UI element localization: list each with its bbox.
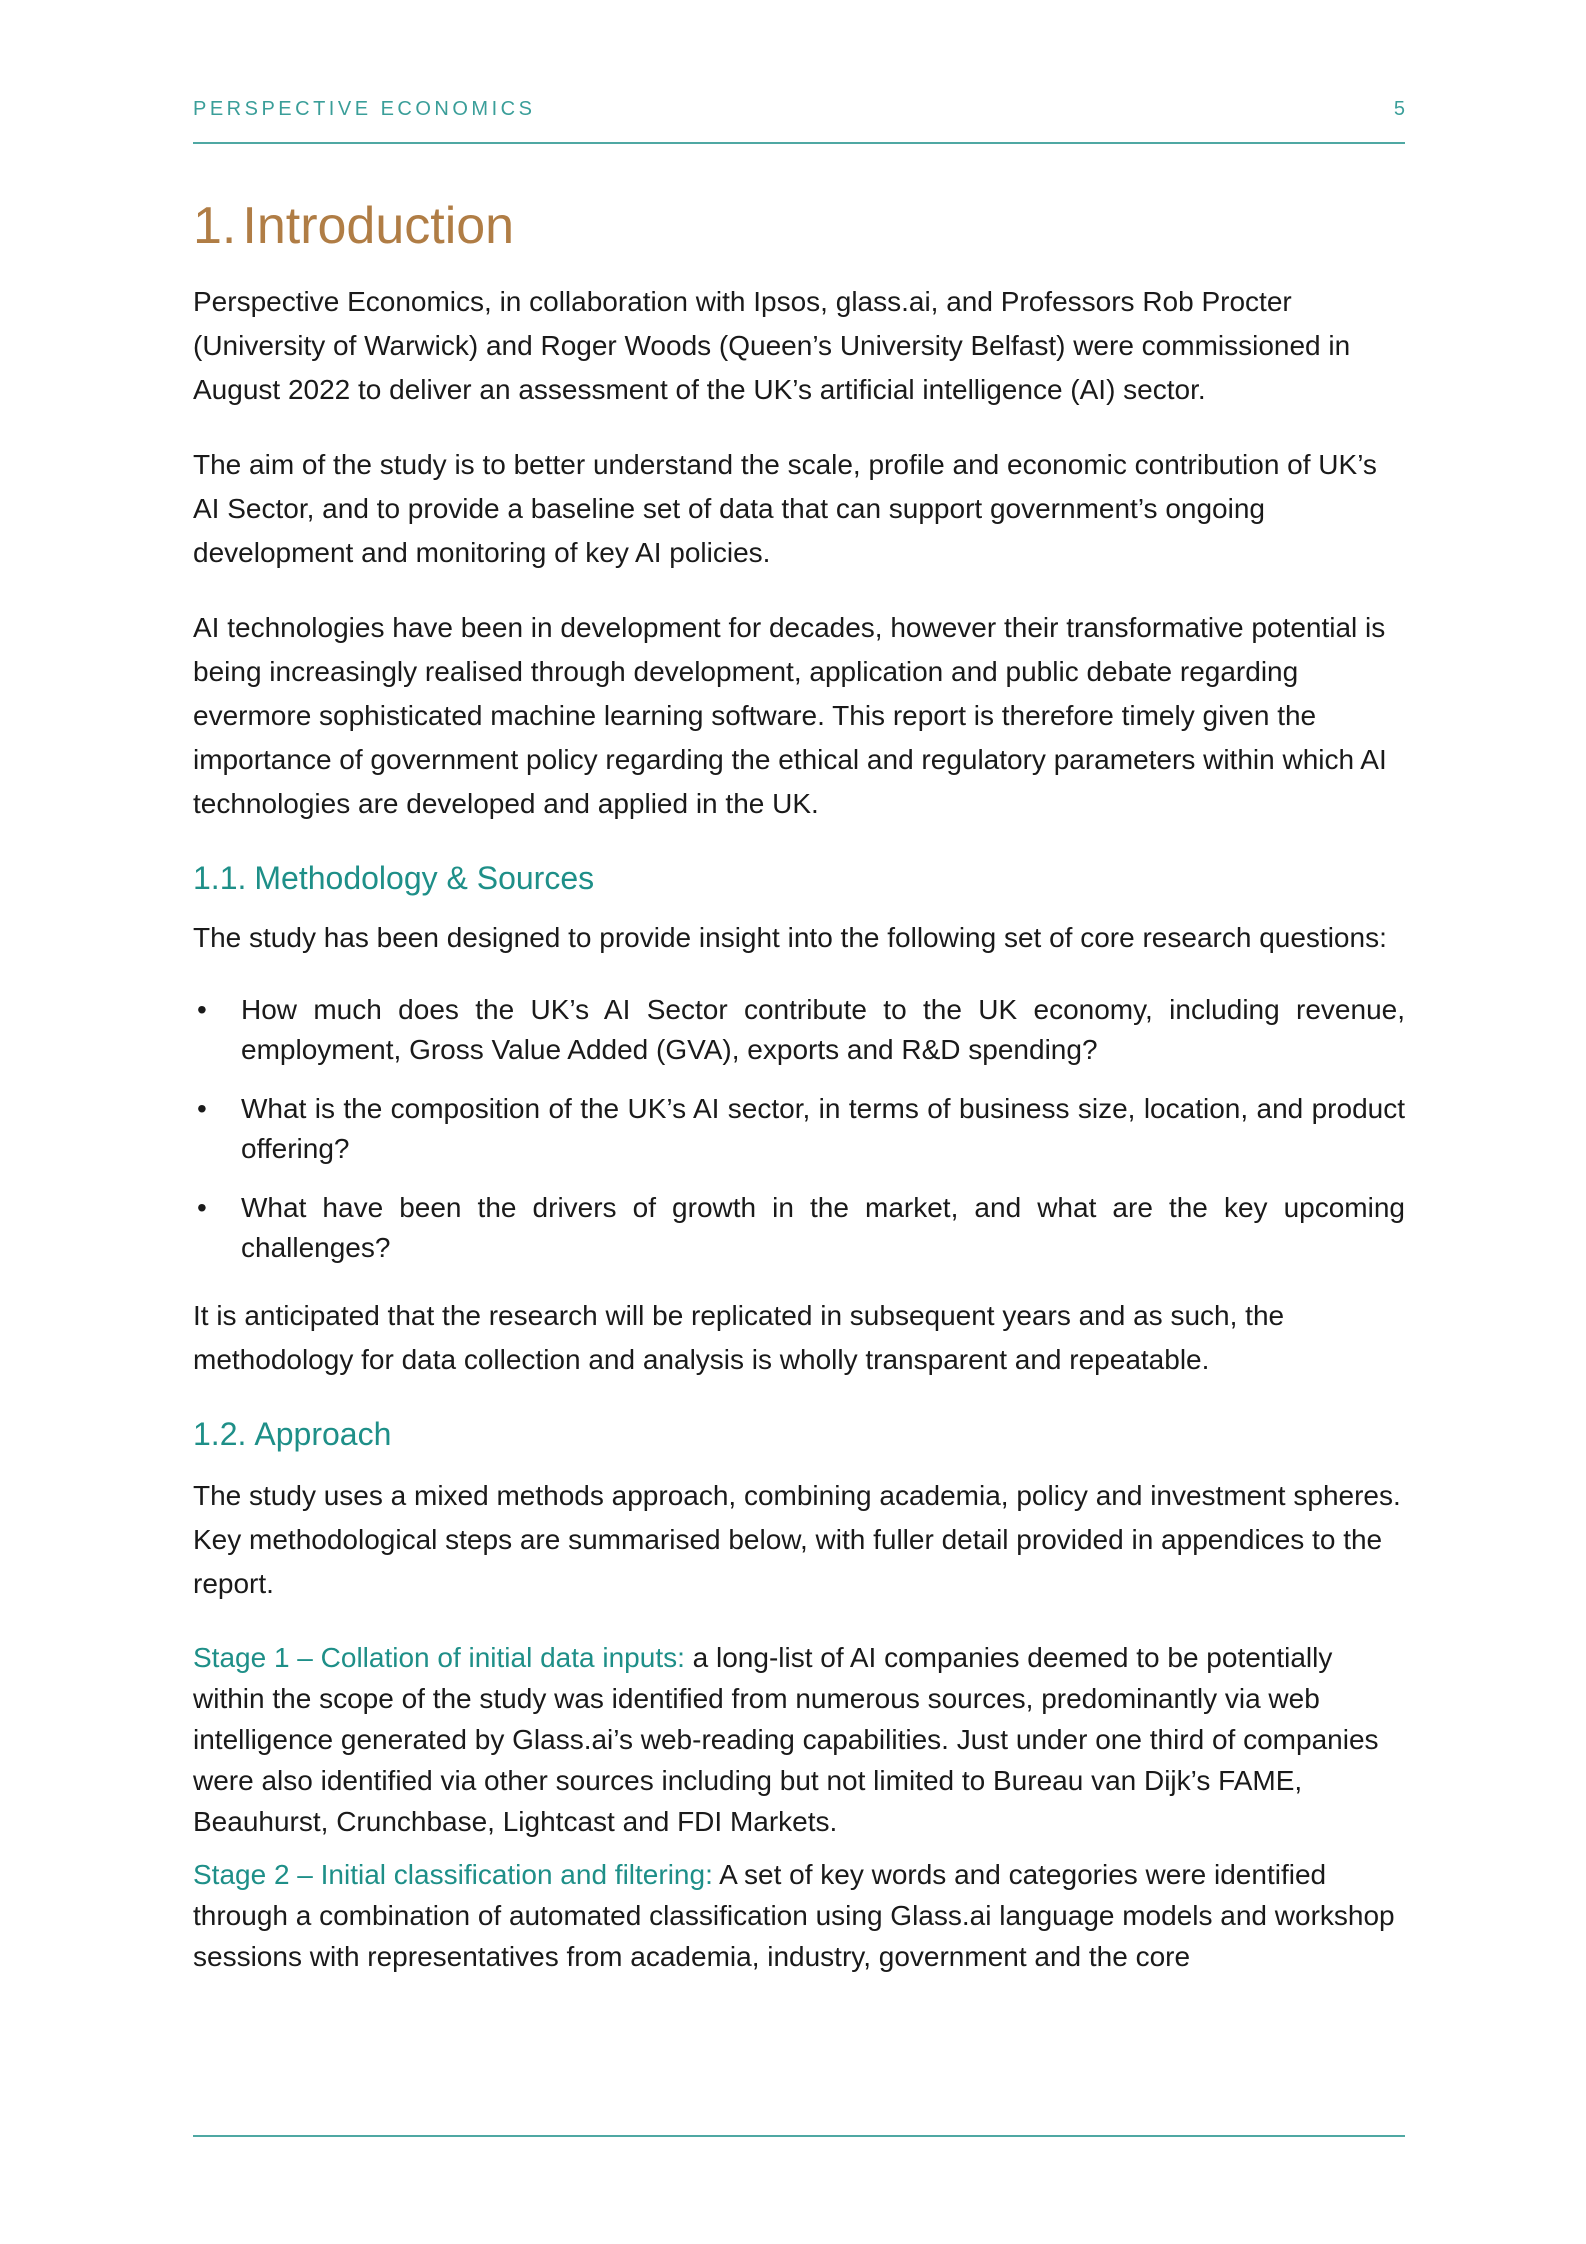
stage-label: Stage 2 – Initial classification and filtering: bbox=[193, 1859, 713, 1890]
subsection-number: 1.2. bbox=[193, 1416, 247, 1452]
stage-label: Stage 1 – Collation of initial data inputs: bbox=[193, 1642, 685, 1673]
list-item-text: What have been the drivers of growth in the market, and what are the key upcoming challenges? bbox=[241, 1192, 1405, 1263]
intro-paragraph: The aim of the study is to better understand the scale, profile and economic contribution of UK’s AI Sector, and to provide a baseline set of data that can support government’s ongoing development and monitoring of key AI policies. bbox=[193, 449, 1377, 568]
section-title-text: Introduction bbox=[242, 197, 515, 255]
stage-2-paragraph bbox=[193, 1854, 1405, 1977]
methodology-intro: The study has been designed to provide insight into the following set of core research questions: bbox=[193, 922, 1387, 953]
approach-intro: The study uses a mixed methods approach, combining academia, policy and investment spheres. Key methodological steps are summarised below, with fuller detail provided in appendices to the report. bbox=[193, 1480, 1401, 1599]
bullet-icon: • bbox=[197, 994, 207, 1025]
stage-1-paragraph bbox=[193, 1637, 1405, 1842]
methodology-closing: It is anticipated that the research will be replicated in subsequent years and as such, the methodology for data collection and analysis is wholly transparent and repeatable. bbox=[193, 1300, 1285, 1375]
subsection-title-methodology bbox=[193, 856, 1405, 900]
section-title bbox=[193, 190, 1405, 262]
subsection-number: 1.1. bbox=[193, 860, 247, 896]
list-item bbox=[193, 1188, 1405, 1268]
main-content bbox=[193, 190, 1405, 1977]
intro-paragraph: AI technologies have been in development for decades, however their transformative potential is being increasingly realised through development, application and public debate regarding evermore sophisticated machine learning software. This report is therefore timely given the importance of government policy regarding the ethical and regulatory parameters within which AI technologies are developed and applied in the UK. bbox=[193, 612, 1387, 819]
page-number: 5 bbox=[1393, 98, 1405, 120]
section-number: 1. bbox=[193, 197, 237, 255]
list-item-text: What is the composition of the UK’s AI sector, in terms of business size, location, and product offering? bbox=[241, 1093, 1405, 1164]
stage-text: A set of key words and categories were identified through a combination of automated classification using Glass.ai language models and workshop sessions with representatives from academia, industry, government and the core bbox=[193, 1859, 1395, 1972]
stage-text: a long-list of AI companies deemed to be potentially within the scope of the study was identified from numerous sources, predominantly via web intelligence generated by Glass.ai’s web-reading capabilities. Just under one third of companies were also identified via other sources including but not limited to Bureau van Dijk’s FAME, Beauhurst, Crunchbase, Lightcast and FDI Markets. bbox=[193, 1642, 1379, 1837]
bullet-icon: • bbox=[197, 1093, 207, 1124]
subsection-title-approach bbox=[193, 1412, 1405, 1456]
research-questions-list bbox=[193, 990, 1405, 1268]
list-item bbox=[193, 1089, 1405, 1169]
list-item-text: How much does the UK’s AI Sector contribute to the UK economy, including revenue, employment, Gross Value Added (GVA), exports and R&D spending? bbox=[241, 994, 1405, 1065]
intro-paragraph: Perspective Economics, in collaboration with Ipsos, glass.ai, and Professors Rob Procter (University of Warwick) and Roger Woods (Queen’s University Belfast) were commissioned in August 2022 to deliver an assessment of the UK’s artificial intelligence (AI) sector. bbox=[193, 286, 1351, 405]
list-item bbox=[193, 990, 1405, 1070]
header-brand: PERSPECTIVE ECONOMICS bbox=[193, 98, 536, 120]
page-header bbox=[193, 98, 1405, 144]
bullet-icon: • bbox=[197, 1192, 207, 1223]
subsection-title-text: Methodology & Sources bbox=[254, 860, 595, 896]
footer-rule bbox=[193, 2135, 1405, 2137]
subsection-title-text: Approach bbox=[254, 1416, 392, 1452]
